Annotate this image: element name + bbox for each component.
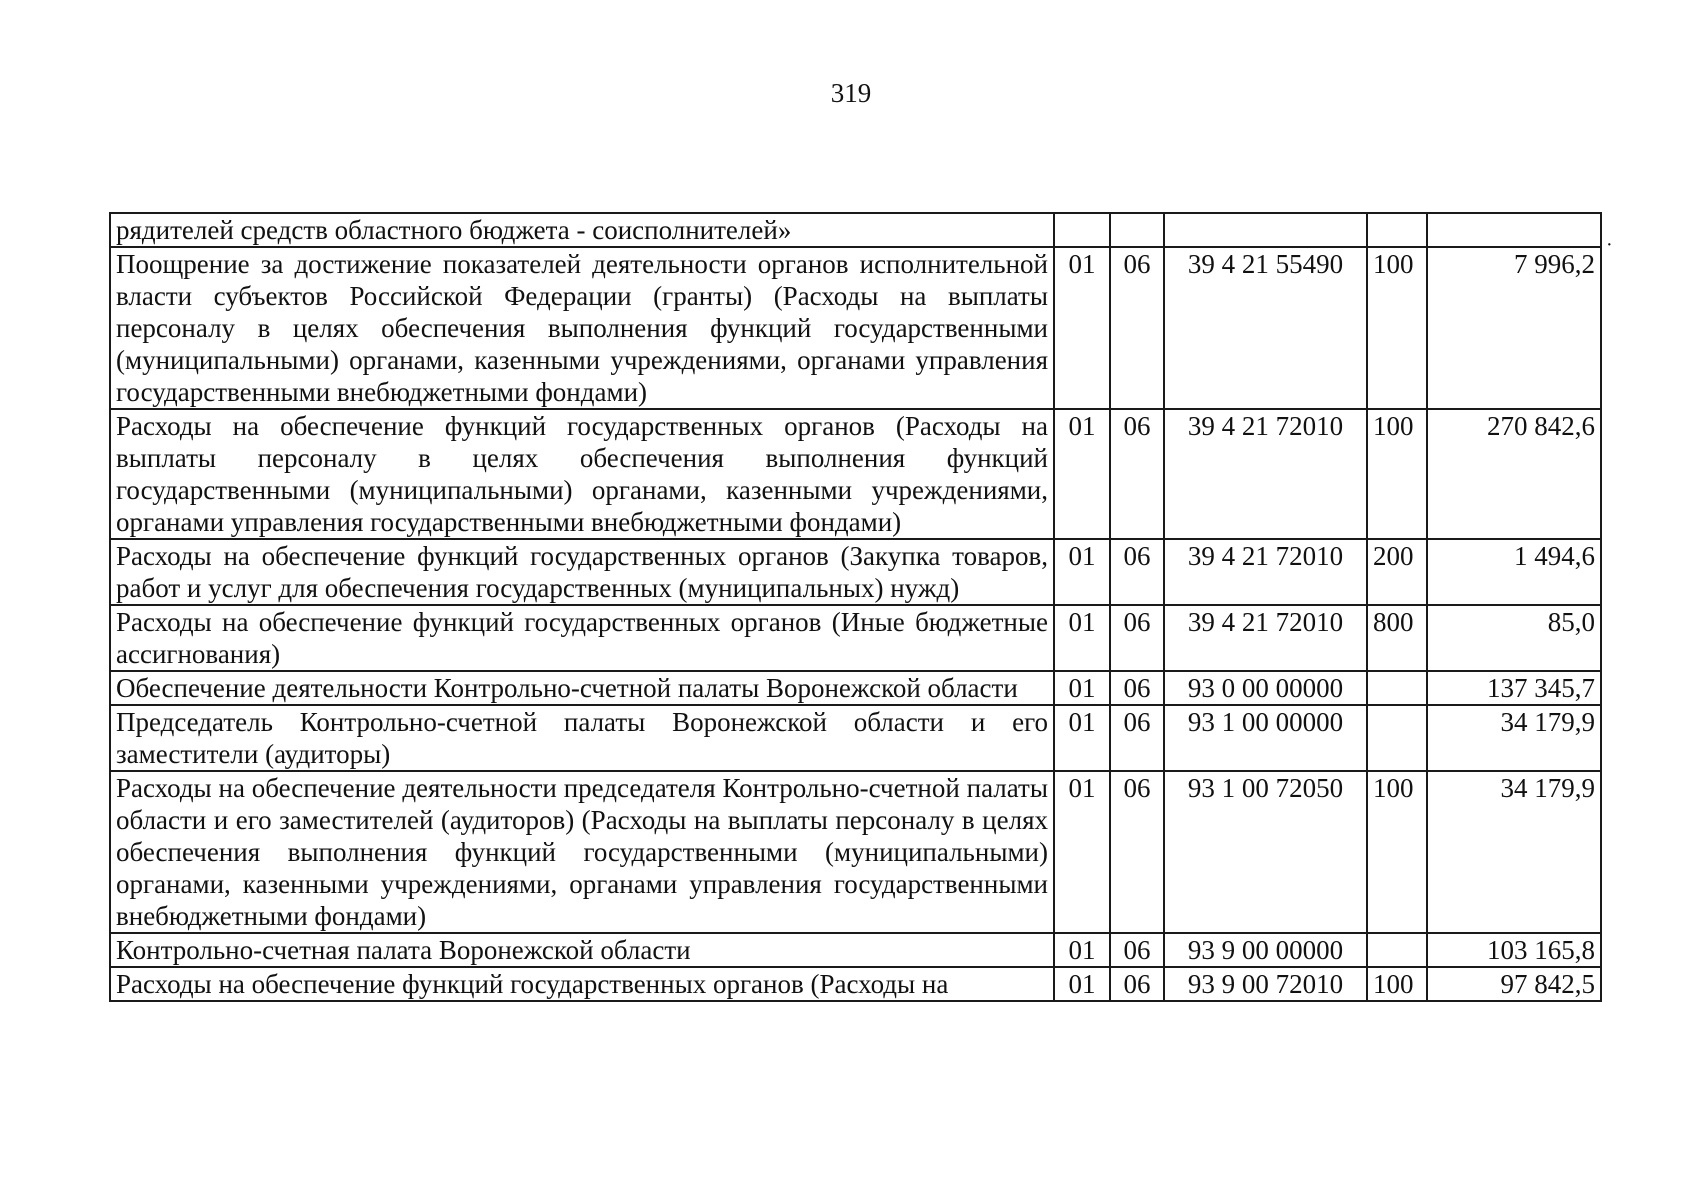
amount: 34 179,9 [1427, 705, 1601, 771]
amount: 7 996,2 [1427, 247, 1601, 409]
amount: 34 179,9 [1427, 771, 1601, 933]
section-code: 01 [1054, 671, 1110, 705]
table-row [110, 213, 1601, 247]
expense-kind-code: 100 [1367, 409, 1427, 539]
subsection-code: 06 [1110, 933, 1164, 967]
expense-kind-code: 200 [1367, 539, 1427, 605]
expense-kind-code [1367, 933, 1427, 967]
row-description: Поощрение за достижение показателей деятельности органов исполнительной власти субъектов Российской Федерации (гранты) (Расходы на выплаты персоналу в целях обеспечения выполнения функций государственными (муниципальными) органами, казенными учреждениями, органами управления государственными внебюджетными фондами) [110, 247, 1054, 409]
subsection-code: 06 [1110, 671, 1164, 705]
subsection-code: 06 [1110, 705, 1164, 771]
row-description: Расходы на обеспечение функций государственных органов (Закупка товаров, работ и услуг для обеспечения государственных (муниципальных) нужд) [110, 539, 1054, 605]
subsection-code: 06 [1110, 409, 1164, 539]
row-description: Председатель Контрольно-счетной палаты Воронежской области и его заместители (аудиторы) [110, 705, 1054, 771]
expense-kind-code: 100 [1367, 967, 1427, 1001]
budget-table [109, 212, 1602, 1002]
table-row [110, 705, 1601, 771]
amount [1427, 213, 1601, 247]
table-row [110, 967, 1601, 1001]
amount: 1 494,6 [1427, 539, 1601, 605]
target-article-code: 93 1 00 00000 [1164, 705, 1367, 771]
target-article-code: 93 0 00 00000 [1164, 671, 1367, 705]
expense-kind-code [1367, 213, 1427, 247]
row-description: рядителей средств областного бюджета - соисполнителей» [110, 213, 1054, 247]
row-description: Обеспечение деятельности Контрольно-счетной палаты Воронежской области [110, 671, 1054, 705]
target-article-code: 39 4 21 72010 [1164, 539, 1367, 605]
amount: 85,0 [1427, 605, 1601, 671]
expense-kind-code: 100 [1367, 247, 1427, 409]
amount: 137 345,7 [1427, 671, 1601, 705]
table-row [110, 409, 1601, 539]
target-article-code: 93 9 00 00000 [1164, 933, 1367, 967]
subsection-code [1110, 213, 1164, 247]
section-code: 01 [1054, 933, 1110, 967]
row-description: Расходы на обеспечение функций государственных органов (Иные бюджетные ассигнования) [110, 605, 1054, 671]
target-article-code: 93 1 00 72050 [1164, 771, 1367, 933]
row-description: Расходы на обеспечение функций государственных органов (Расходы на [110, 967, 1054, 1001]
amount: 97 842,5 [1427, 967, 1601, 1001]
section-code: 01 [1054, 539, 1110, 605]
subsection-code: 06 [1110, 247, 1164, 409]
expense-kind-code: 800 [1367, 605, 1427, 671]
section-code: 01 [1054, 247, 1110, 409]
subsection-code: 06 [1110, 605, 1164, 671]
table-row [110, 247, 1601, 409]
amount: 103 165,8 [1427, 933, 1601, 967]
target-article-code: 39 4 21 55490 [1164, 247, 1367, 409]
target-article-code: 39 4 21 72010 [1164, 605, 1367, 671]
table-row [110, 671, 1601, 705]
stray-mark: · [1606, 234, 1613, 256]
subsection-code: 06 [1110, 771, 1164, 933]
section-code: 01 [1054, 409, 1110, 539]
row-description: Контрольно-счетная палата Воронежской области [110, 933, 1054, 967]
table-row [110, 933, 1601, 967]
section-code: 01 [1054, 771, 1110, 933]
section-code: 01 [1054, 605, 1110, 671]
section-code [1054, 213, 1110, 247]
target-article-code: 39 4 21 72010 [1164, 409, 1367, 539]
target-article-code: 93 9 00 72010 [1164, 967, 1367, 1001]
table-row [110, 771, 1601, 933]
section-code: 01 [1054, 705, 1110, 771]
target-article-code [1164, 213, 1367, 247]
table-row [110, 539, 1601, 605]
subsection-code: 06 [1110, 967, 1164, 1001]
expense-kind-code: 100 [1367, 771, 1427, 933]
row-description: Расходы на обеспечение деятельности председателя Контрольно-счетной палаты области и его заместителей (аудиторов) (Расходы на выплаты персоналу в целях обеспечения выполнения функций государственными (муниципальными) органами, казенными учреждениями, органами управления государственными внебюджетными фондами) [110, 771, 1054, 933]
subsection-code: 06 [1110, 539, 1164, 605]
page-number: 319 [830, 78, 872, 108]
row-description: Расходы на обеспечение функций государственных органов (Расходы на выплаты персоналу в целях обеспечения выполнения функций государственными (муниципальными) органами, казенными учреждениями, органами управления государственными внебюджетными фондами) [110, 409, 1054, 539]
table-row [110, 605, 1601, 671]
expense-kind-code [1367, 671, 1427, 705]
section-code: 01 [1054, 967, 1110, 1001]
amount: 270 842,6 [1427, 409, 1601, 539]
expense-kind-code [1367, 705, 1427, 771]
